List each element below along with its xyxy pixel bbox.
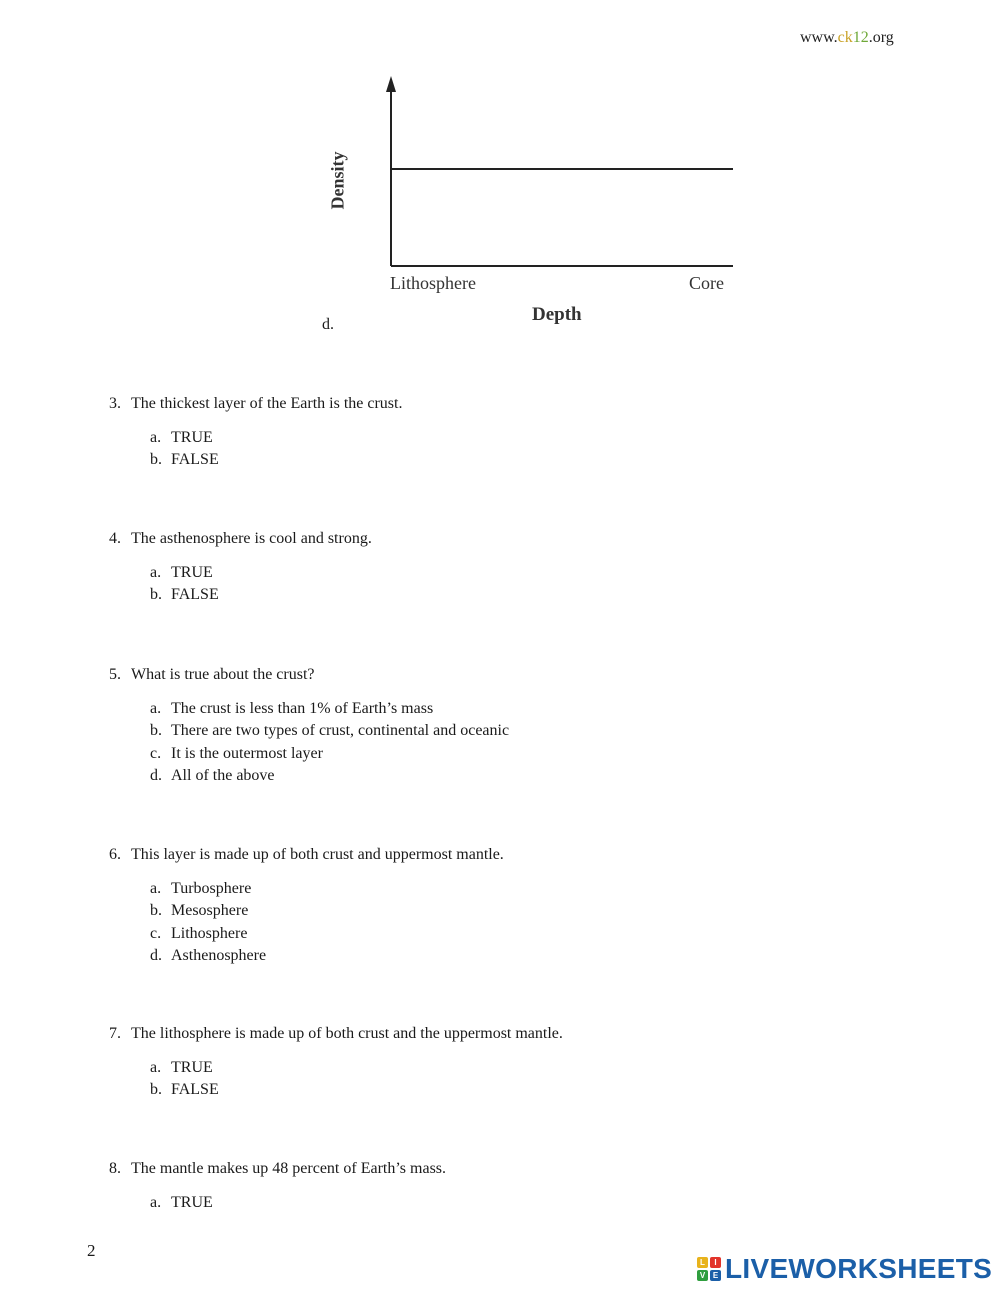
x-axis-label: Depth <box>532 304 582 325</box>
option-letter: a. <box>150 429 162 446</box>
question-stem <box>109 530 372 548</box>
question-8 <box>109 1160 446 1214</box>
y-axis-arrow <box>386 76 396 92</box>
question-4 <box>109 530 372 607</box>
y-axis-label: Density <box>327 151 348 210</box>
option-letter: d. <box>150 946 162 964</box>
option-letter: d. <box>150 766 162 784</box>
url-suffix: .org <box>868 29 894 46</box>
answer-option[interactable] <box>150 1057 563 1079</box>
question-number: 6. <box>109 846 121 863</box>
logo-block-i: I <box>710 1257 721 1268</box>
option-letter: a. <box>150 880 162 897</box>
option-text: TRUE <box>171 1194 213 1211</box>
graph-option-letter: d. <box>322 316 334 333</box>
option-letter: a. <box>150 564 162 581</box>
brand-wordmark: LIVEWORKSHEETS <box>725 1253 993 1284</box>
question-6 <box>109 846 504 967</box>
question-stem <box>109 395 402 413</box>
answer-options <box>150 878 504 967</box>
answer-option[interactable] <box>150 1079 563 1101</box>
answer-option[interactable] <box>150 765 509 787</box>
option-text: It is the outermost layer <box>171 744 323 762</box>
option-text: Turbosphere <box>171 880 252 897</box>
option-letter: a. <box>150 1059 162 1076</box>
option-letter: b. <box>150 586 162 604</box>
question-text: The thickest layer of the Earth is the crust. <box>131 395 403 412</box>
answer-option[interactable] <box>150 900 504 922</box>
option-text: Asthenosphere <box>171 946 267 964</box>
question-number: 8. <box>109 1160 121 1177</box>
question-stem <box>109 666 509 684</box>
question-5 <box>109 666 509 787</box>
question-number: 3. <box>109 395 121 412</box>
liveworksheets-logo[interactable] <box>697 1253 992 1285</box>
answer-options <box>150 427 402 472</box>
question-stem <box>109 1160 446 1178</box>
answer-option[interactable] <box>150 449 402 471</box>
option-text: FALSE <box>171 586 219 604</box>
option-text: The crust is less than 1% of Earth’s mass <box>171 700 434 717</box>
answer-options <box>150 1057 563 1102</box>
option-letter: a. <box>150 1194 162 1211</box>
option-letter: b. <box>150 902 162 920</box>
logo-blocks-icon <box>697 1257 721 1281</box>
option-letter: b. <box>150 1081 162 1099</box>
option-letter: c. <box>150 744 162 762</box>
answer-options <box>150 698 509 787</box>
question-3 <box>109 395 402 472</box>
question-stem <box>109 1025 563 1043</box>
question-number: 5. <box>109 666 121 683</box>
option-text: There are two types of crust, continental and oceanic <box>171 722 510 740</box>
answer-option[interactable] <box>150 698 509 720</box>
option-text: TRUE <box>171 429 213 446</box>
url-ck: ck <box>837 29 853 46</box>
answer-option[interactable] <box>150 562 372 584</box>
option-text: Mesosphere <box>171 902 249 920</box>
question-number: 7. <box>109 1025 121 1042</box>
option-letter: c. <box>150 924 162 942</box>
question-stem <box>109 846 504 864</box>
option-letter: b. <box>150 451 162 469</box>
url-12: 12 <box>852 29 869 46</box>
option-letter: a. <box>150 700 162 717</box>
question-text: What is true about the crust? <box>131 666 315 683</box>
option-text: TRUE <box>171 564 213 581</box>
chart-svg <box>327 70 750 340</box>
x-tick-core: Core <box>689 273 724 293</box>
answer-option[interactable] <box>150 1192 446 1214</box>
option-text: All of the above <box>171 766 275 784</box>
option-text: Lithosphere <box>171 924 248 942</box>
answer-option[interactable] <box>150 427 402 449</box>
x-tick-lithosphere: Lithosphere <box>390 273 476 293</box>
page-number: 2 <box>87 1241 96 1260</box>
answer-option[interactable] <box>150 743 509 765</box>
answer-option[interactable] <box>150 720 509 742</box>
question-number: 4. <box>109 530 121 547</box>
option-text: FALSE <box>171 1081 219 1099</box>
answer-option[interactable] <box>150 878 504 900</box>
logo-block-l: L <box>697 1257 708 1268</box>
question-text: The mantle makes up 48 percent of Earth’s mass. <box>131 1160 447 1177</box>
option-text: FALSE <box>171 451 219 469</box>
site-url[interactable] <box>800 29 894 47</box>
option-text: TRUE <box>171 1059 213 1076</box>
question-text: The asthenosphere is cool and strong. <box>131 530 372 547</box>
answer-options <box>150 1192 446 1214</box>
answer-option[interactable] <box>150 923 504 945</box>
answer-options <box>150 562 372 607</box>
logo-block-e: E <box>710 1270 721 1281</box>
question-7 <box>109 1025 563 1102</box>
logo-block-v: V <box>697 1270 708 1281</box>
question-text: The lithosphere is made up of both crust and the uppermost mantle. <box>131 1025 563 1042</box>
option-letter: b. <box>150 722 162 740</box>
density-depth-chart <box>327 70 750 340</box>
answer-option[interactable] <box>150 584 372 606</box>
url-prefix: www. <box>800 29 838 46</box>
answer-option[interactable] <box>150 945 504 967</box>
question-text: This layer is made up of both crust and uppermost mantle. <box>131 846 504 863</box>
